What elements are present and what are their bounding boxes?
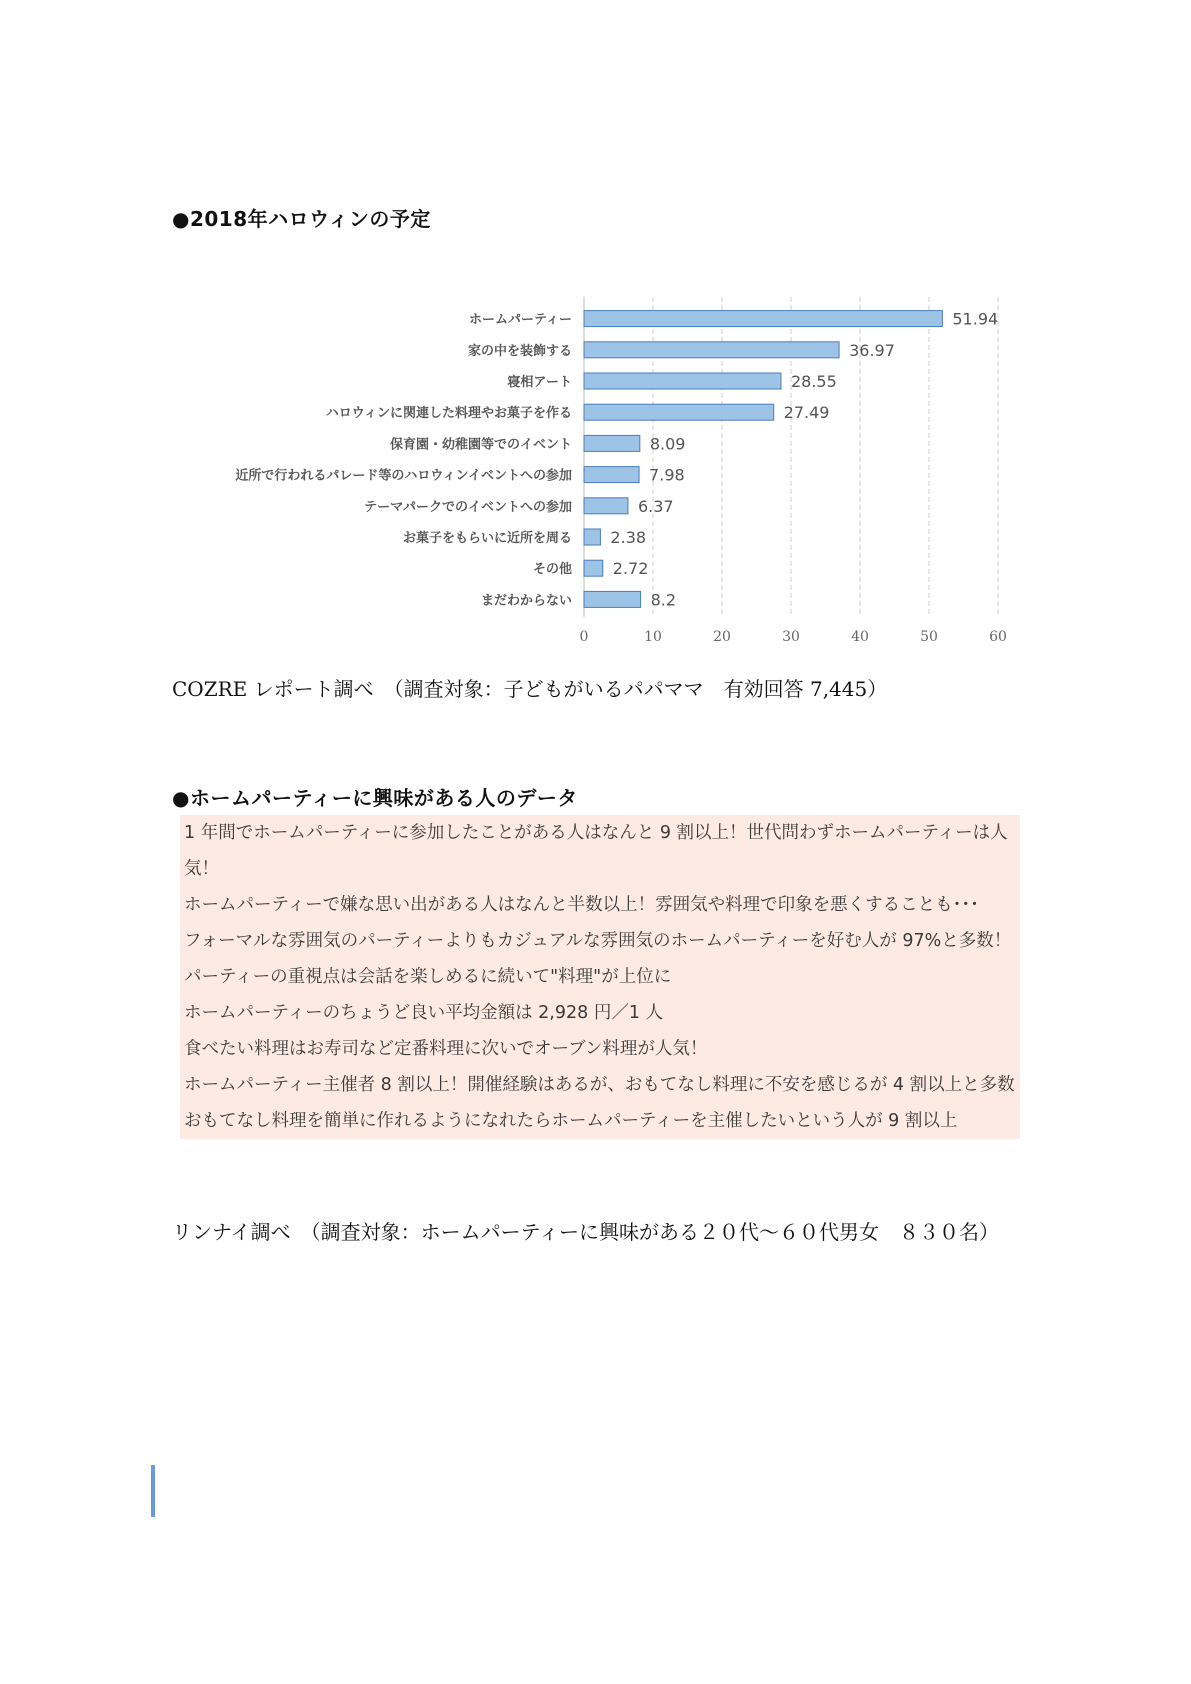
section-heading-halloween-plans: ●2018年ハロウィンの予定 (172, 207, 431, 231)
category-label: 寝相アート (507, 375, 572, 390)
x-tick-label: 20 (713, 629, 731, 645)
data-label: 7.98 (649, 465, 685, 485)
category-label: お菓子をもらいに近所を周る (402, 531, 572, 546)
x-tick-label: 40 (851, 629, 869, 645)
data-label: 51.94 (952, 309, 999, 329)
data-label: 8.2 (650, 590, 677, 610)
data-label: 2.38 (610, 528, 647, 547)
bar (584, 560, 603, 576)
bar (584, 342, 839, 358)
finding-item: フォーマルな雰囲気のパーティーよりもカジュアルな雰囲気のホームパーティーを好む人が 97%と多数！ (184, 931, 1012, 951)
finding-item: おもてなし料理を簡単に作れるようになれたらホームパーティーを主催したいという人が 9 割以上 (184, 1111, 958, 1131)
x-tick-label: 0 (579, 629, 589, 645)
bar (584, 311, 942, 327)
bar (584, 435, 640, 451)
margin-accent-bar (151, 1465, 155, 1517)
category-label: 家の中を装飾する (467, 343, 572, 359)
finding-item: パーティーの重視点は会話を楽しめるに続いて"料理"が上位に (184, 967, 672, 987)
finding-item: ホームパーティー主催者 8 割以上！開催経験はあるが、おもてなし料理に不安を感じるが 4 割以上と多数 (184, 1075, 1015, 1095)
halloween-plans-bar-chart (170, 295, 1030, 655)
data-label: 28.55 (790, 372, 837, 391)
data-label: 27.49 (783, 403, 830, 423)
data-label: 2.72 (612, 559, 649, 579)
category-label: ハロウィンに関連した料理やお菓子を作る (325, 406, 572, 422)
finding-item: 1 年間でホームパーティーに参加したことがある人はなんと 9 割以上！世代問わずホームパーティーは人気！ (184, 823, 1008, 879)
chart-category-labels (235, 313, 572, 609)
category-label: 保育園・幼稚園等でのイベント (389, 437, 572, 453)
section-heading-home-party-data: ●ホームパーティーに興味がある人のデータ (172, 786, 578, 810)
finding-item: ホームパーティーのちょうど良い平均金額は 2,928 円／1 人 (184, 1003, 664, 1023)
category-label: その他 (532, 562, 572, 578)
data-label: 6.37 (637, 496, 674, 516)
findings-list (180, 815, 1020, 1139)
bar (584, 591, 641, 607)
category-label: まだわからない (480, 593, 572, 609)
data-label: 8.09 (649, 434, 686, 454)
bar (584, 404, 774, 420)
bar (584, 529, 600, 545)
chart-x-tick-labels (580, 629, 1007, 645)
data-label: 36.97 (849, 340, 895, 360)
finding-item: 食べたい料理はお寿司など定番料理に次いでオーブン料理が人気！ (184, 1039, 708, 1059)
bar (584, 467, 639, 483)
bar (584, 498, 628, 514)
category-label: テーマパークでのイベントへの参加 (364, 499, 572, 515)
x-tick-label: 50 (920, 629, 938, 645)
chart-source-note: COZRE レポート調べ （調査対象：子どもがいるパパママ 有効回答 7,445） (172, 677, 888, 701)
x-tick-label: 60 (989, 629, 1007, 645)
category-label: 近所で行われるパレード等のハロウィンイベントへの参加 (235, 468, 572, 484)
x-tick-label: 30 (782, 629, 800, 645)
findings-source-note: リンナイ調べ （調査対象：ホームパーティーに興味がある２０代～６０代男女 ８３０名） (172, 1220, 999, 1244)
x-tick-label: 10 (644, 629, 662, 645)
finding-item: ホームパーティーで嫌な思い出がある人はなんと半数以上！雰囲気や料理で印象を悪くすることも･･･ (184, 895, 979, 915)
bar (584, 373, 781, 389)
category-label: ホームパーティー (469, 312, 572, 328)
